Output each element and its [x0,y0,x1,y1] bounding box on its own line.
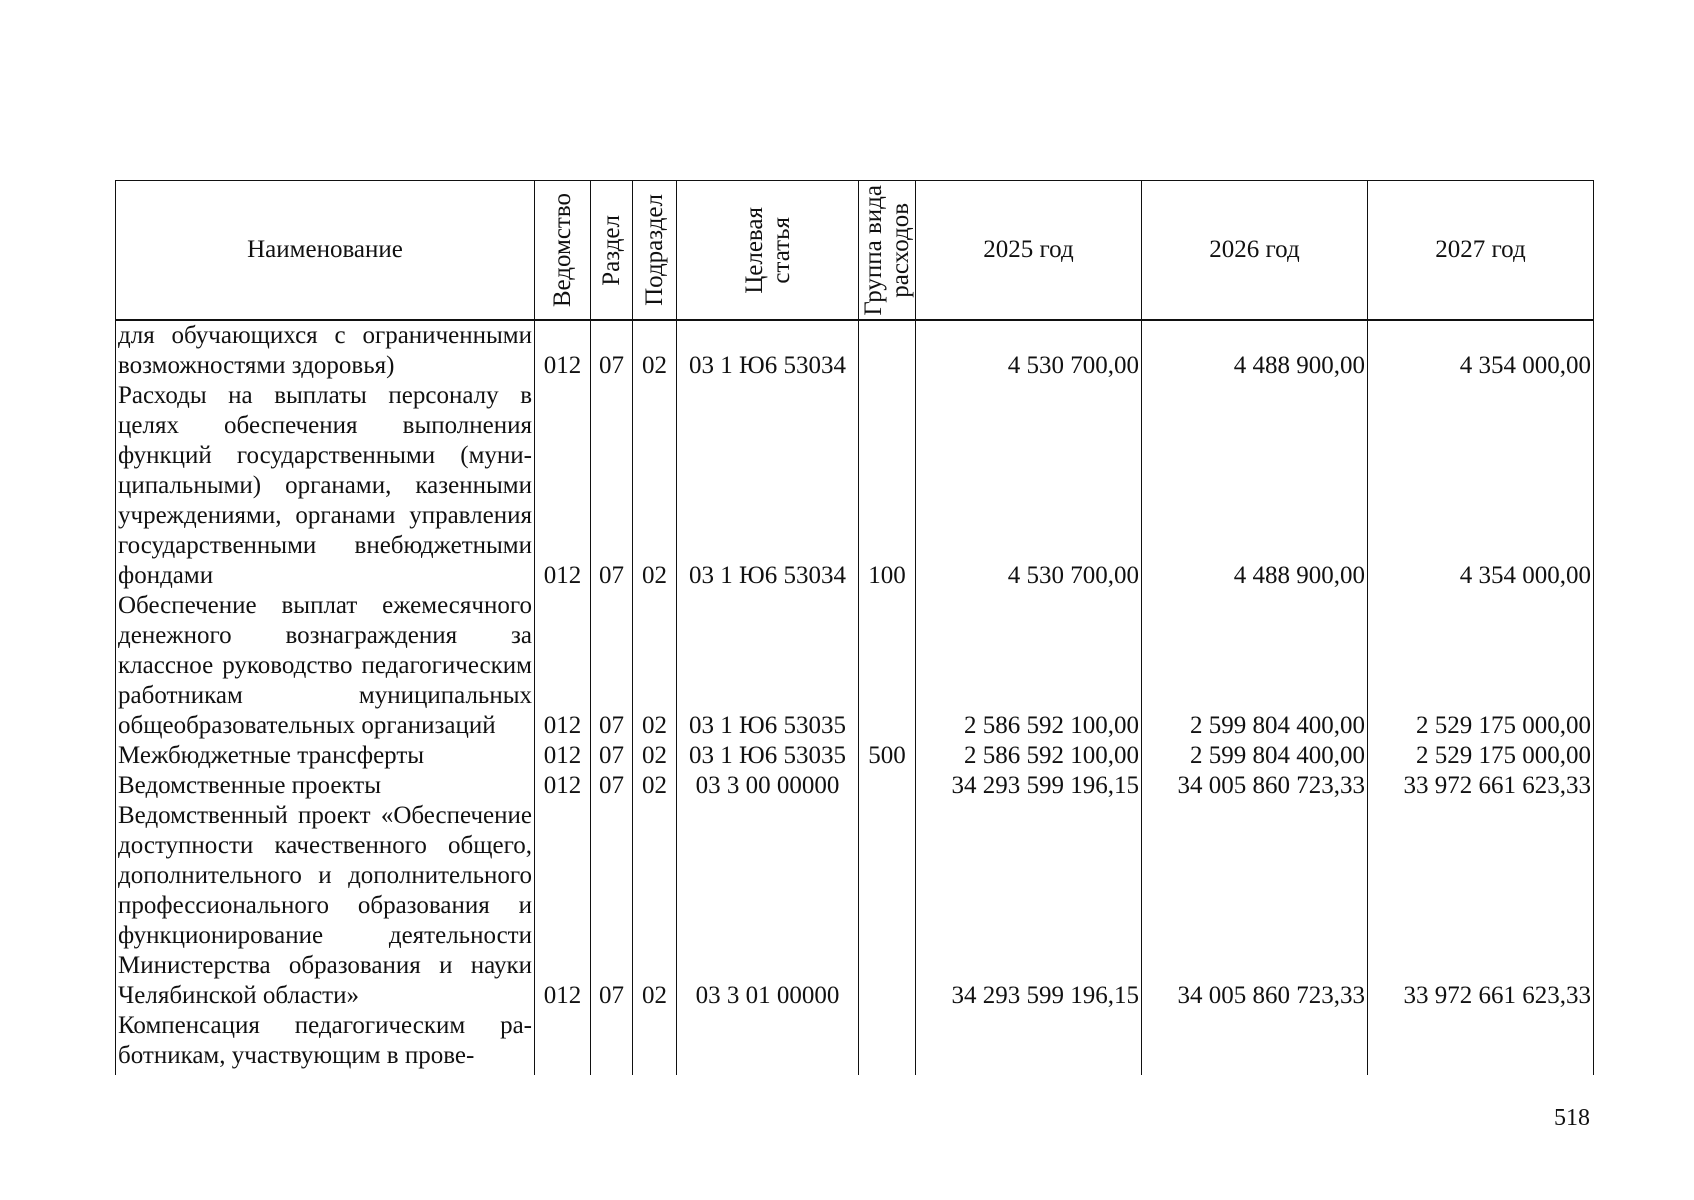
header-target-article-line2: статья [767,216,795,284]
row-expense-group-cell: 100 [859,381,916,591]
row-amount-2026-cell: 2 599 804 400,00 [1142,741,1368,771]
row-section-cell [591,1011,633,1075]
table-row [116,320,1594,381]
header-target-article [677,181,859,321]
header-section-label: Раздел [598,214,625,286]
row-section-cell: 07 [591,741,633,771]
header-year-2025: 2025 год [916,181,1142,321]
row-amount-2025-cell: 2 586 592 100,00 [916,591,1142,741]
row-amount-2027-cell: 2 529 175 000,00 [1368,741,1594,771]
row-target-article-cell [677,1011,859,1075]
row-section-cell: 07 [591,381,633,591]
row-amount-2027-cell: 4 354 000,00 [1368,320,1594,381]
table-body [116,320,1594,1075]
row-amount-2025-cell: 34 293 599 196,15 [916,801,1142,1011]
row-amount-2027-cell: 33 972 661 623,33 [1368,801,1594,1011]
row-department-cell [535,1011,591,1075]
header-subsection [633,181,677,321]
header-expense-group [859,181,916,321]
row-target-article-cell: 03 1 Ю6 53034 [677,381,859,591]
row-name-cell: для обучающихся с ограниченными возможностями здоровья) [116,320,535,381]
row-department-cell: 012 [535,741,591,771]
header-expense-group-line2: расходов [887,202,914,298]
header-year-2026: 2026 год [1142,181,1368,321]
row-department-cell: 012 [535,801,591,1011]
row-subsection-cell: 02 [633,771,677,801]
row-target-article-cell: 03 1 Ю6 53035 [677,591,859,741]
row-expense-group-cell [859,1011,916,1075]
row-subsection-cell: 02 [633,381,677,591]
row-amount-2025-cell: 2 586 592 100,00 [916,741,1142,771]
table-row [116,591,1594,741]
row-amount-2026-cell: 4 488 900,00 [1142,381,1368,591]
page-number: 518 [1554,1105,1590,1131]
row-name-cell: Межбюджетные трансферты [116,741,535,771]
row-amount-2027-cell: 4 354 000,00 [1368,381,1594,591]
header-expense-group-line1: Группа вида [860,184,887,316]
row-expense-group-cell [859,801,916,1011]
row-amount-2027-cell [1368,1011,1594,1075]
row-subsection-cell: 02 [633,591,677,741]
table-row [116,741,1594,771]
table-row [116,381,1594,591]
header-name: Наименование [116,181,535,321]
header-department [535,181,591,321]
table-row [116,771,1594,801]
row-department-cell: 012 [535,771,591,801]
header-subsection-label: Подраздел [641,194,668,306]
table-row [116,801,1594,1011]
row-amount-2027-cell: 2 529 175 000,00 [1368,591,1594,741]
table-header-row [116,181,1594,321]
row-expense-group-cell [859,320,916,381]
row-amount-2027-cell: 33 972 661 623,33 [1368,771,1594,801]
row-section-cell: 07 [591,591,633,741]
row-target-article-cell: 03 3 00 00000 [677,771,859,801]
header-year-2027: 2027 год [1368,181,1594,321]
row-name-cell: Ведомственные проекты [116,771,535,801]
header-department-label: Ведомство [549,192,576,308]
row-amount-2026-cell: 34 005 860 723,33 [1142,801,1368,1011]
row-subsection-cell: 02 [633,320,677,381]
row-section-cell: 07 [591,801,633,1011]
row-department-cell: 012 [535,591,591,741]
row-name-cell: Обеспечение выплат ежемесячного денежного вознаграждения за классное руководство педагогическим работникам муниципальных общеобразовательных организаций [116,591,535,741]
row-target-article-cell: 03 1 Ю6 53034 [677,320,859,381]
row-expense-group-cell: 500 [859,741,916,771]
table-row [116,1011,1594,1075]
header-section [591,181,633,321]
row-amount-2025-cell [916,1011,1142,1075]
row-target-article-cell: 03 1 Ю6 53035 [677,741,859,771]
row-target-article-cell: 03 3 01 00000 [677,801,859,1011]
row-section-cell: 07 [591,320,633,381]
row-expense-group-cell [859,771,916,801]
row-department-cell: 012 [535,320,591,381]
row-amount-2025-cell: 4 530 700,00 [916,320,1142,381]
row-amount-2026-cell: 4 488 900,00 [1142,320,1368,381]
row-name-cell: Расходы на выплаты персоналу в целях обеспечения выполнения функций государственными (муниципальными) органами, казенными учреждениями, органами управления государственными внебюджетными фондами [116,381,535,591]
row-amount-2026-cell: 34 005 860 723,33 [1142,771,1368,801]
row-name-cell: Ведомственный проект «Обеспечение доступности качественного общего, дополнительного и дополнительного профессионального образования и функционирование деятельности Министерства образования и науки Челябинской области» [116,801,535,1011]
row-subsection-cell: 02 [633,741,677,771]
row-name-cell: Компенсация педагогическим работникам, участвующим в прове- [116,1011,535,1075]
row-amount-2025-cell: 4 530 700,00 [916,381,1142,591]
row-amount-2025-cell: 34 293 599 196,15 [916,771,1142,801]
row-section-cell: 07 [591,771,633,801]
row-subsection-cell: 02 [633,801,677,1011]
row-expense-group-cell [859,591,916,741]
row-department-cell: 012 [535,381,591,591]
budget-table [115,180,1594,1075]
header-target-article-line1: Целевая [740,206,768,294]
row-amount-2026-cell: 2 599 804 400,00 [1142,591,1368,741]
row-amount-2026-cell [1142,1011,1368,1075]
row-subsection-cell [633,1011,677,1075]
